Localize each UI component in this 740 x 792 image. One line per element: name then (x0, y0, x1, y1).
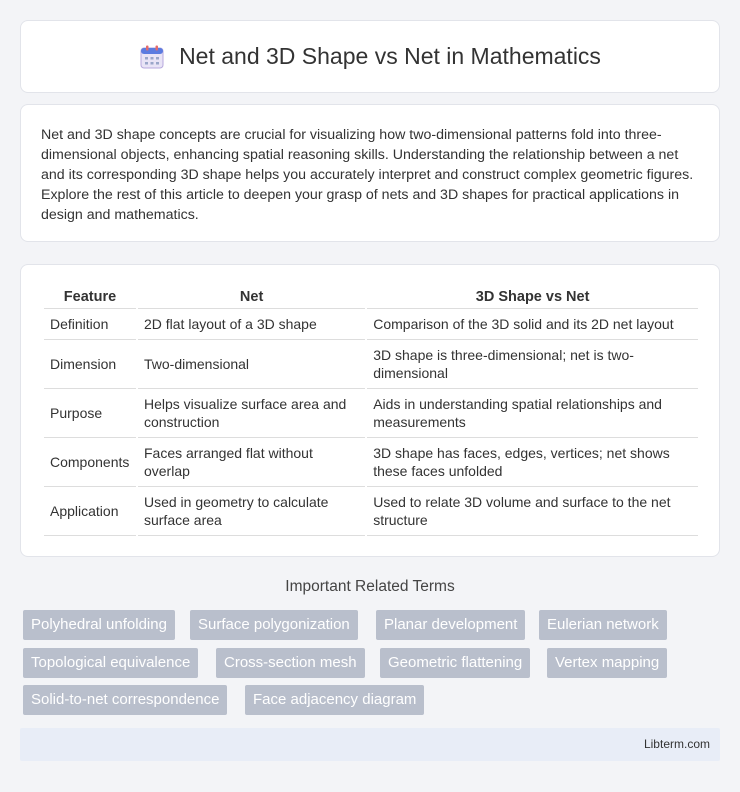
table-cell: Dimension (44, 340, 136, 389)
header-feature: Feature (44, 285, 136, 309)
table-cell: Two-dimensional (138, 340, 365, 389)
table-row (44, 438, 698, 487)
related-term-tag[interactable]: Eulerian network (539, 610, 667, 640)
related-term-tag[interactable]: Vertex mapping (547, 648, 667, 678)
table-cell: Aids in understanding spatial relationships and measurements (367, 389, 698, 438)
table-cell: Used to relate 3D volume and surface to the net structure (367, 487, 698, 536)
table-row (44, 340, 698, 389)
table-cell: Definition (44, 309, 136, 340)
related-term-tag[interactable]: Geometric flattening (380, 648, 530, 678)
header-3d-shape-vs-net: 3D Shape vs Net (367, 285, 698, 309)
table-cell: Faces arranged flat without overlap (138, 438, 365, 487)
footer (20, 728, 720, 761)
related-term-tag[interactable]: Planar development (376, 610, 525, 640)
intro-card (20, 104, 720, 242)
table-cell: Used in geometry to calculate surface area (138, 487, 365, 536)
table-cell: Purpose (44, 389, 136, 438)
calendar-icon (139, 44, 165, 70)
related-term-tag[interactable]: Cross-section mesh (216, 648, 365, 678)
table-cell: 2D flat layout of a 3D shape (138, 309, 365, 340)
table-header-row (44, 285, 698, 309)
table-row (44, 487, 698, 536)
related-terms-title: Important Related Terms (285, 578, 455, 595)
related-term-tag[interactable]: Face adjacency diagram (245, 685, 424, 715)
table-cell: 3D shape has faces, edges, vertices; net shows these faces unfolded (367, 438, 698, 487)
header-net: Net (138, 285, 365, 309)
related-term-tag[interactable]: Topological equivalence (23, 648, 198, 678)
intro-paragraph: Net and 3D shape concepts are crucial for visualizing how two-dimensional patterns fold into three-dimensional objects, enhancing spatial reasoning skills. Understanding the relationship between a net and its corresponding 3D shape helps you accurately interpret and construct complex geometric figures. Explore the rest of this article to deepen your grasp of nets and 3D shapes for practical applications in design and mathematics. (41, 127, 694, 223)
footer-site-link[interactable]: Libterm.com (643, 737, 710, 751)
table-cell: Comparison of the 3D solid and its 2D net layout (367, 309, 698, 340)
related-term-tag[interactable]: Solid-to-net correspondence (23, 685, 227, 715)
table-cell: Components (44, 438, 136, 487)
related-term-tag[interactable]: Polyhedral unfolding (23, 610, 175, 640)
table-cell: Application (44, 487, 136, 536)
table-row (44, 309, 698, 340)
table-row (44, 389, 698, 438)
table-cell: Helps visualize surface area and construction (138, 389, 365, 438)
related-term-tag[interactable]: Surface polygonization (190, 610, 358, 640)
header-card (20, 20, 720, 93)
table-cell: 3D shape is three-dimensional; net is two-dimensional (367, 340, 698, 389)
comparison-table (42, 285, 700, 536)
page-title: Net and 3D Shape vs Net in Mathematics (179, 43, 601, 69)
comparison-table-card (20, 264, 720, 557)
